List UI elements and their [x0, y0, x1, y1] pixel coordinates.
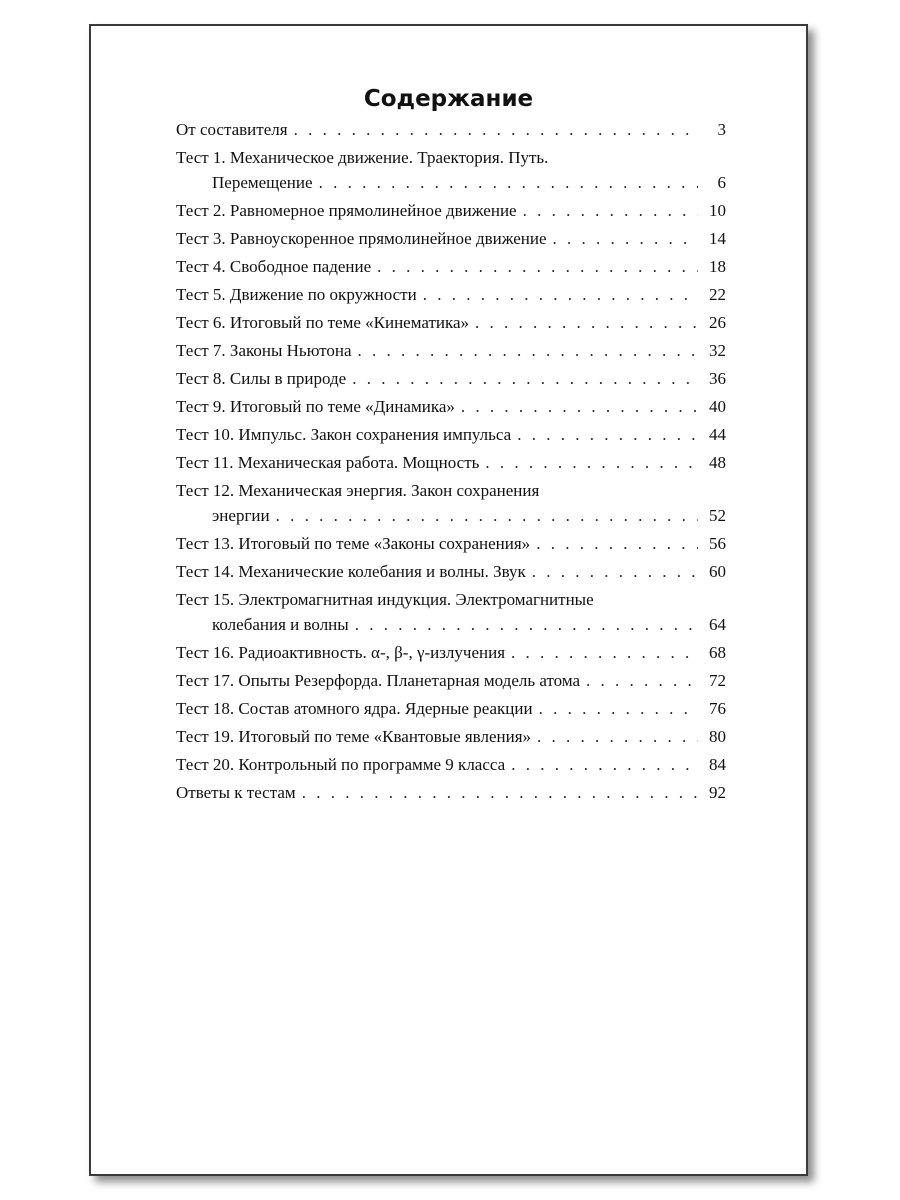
toc-page-number: 26: [709, 313, 726, 332]
toc-entry-line: [176, 453, 726, 472]
toc-entry: [176, 727, 726, 746]
toc-page-number: 64: [709, 615, 726, 634]
toc-page-number: 80: [709, 727, 726, 746]
toc-entry: [176, 341, 726, 360]
toc-entry-label: Тест 10. Импульс. Закон сохранения импульса: [176, 425, 512, 444]
toc-entry: [176, 562, 726, 581]
toc-entry-line: [176, 506, 726, 525]
toc-entry: [176, 120, 726, 139]
toc-page-number: 60: [709, 562, 726, 581]
toc-entry-label: Тест 16. Радиоактивность. α-, β-, γ-излучения: [176, 643, 506, 662]
toc-entry: [176, 534, 726, 553]
dot-leader: [485, 453, 698, 472]
toc-entry-line: [176, 671, 726, 690]
toc-entry-line: [176, 229, 726, 248]
dot-leader: [586, 671, 698, 690]
toc-entry-title-line: Тест 12. Механическая энергия. Закон сохранения: [176, 481, 540, 500]
toc-entry-label: Тест 20. Контрольный по программе 9 класса: [176, 755, 506, 774]
page-title: Содержание: [363, 86, 534, 112]
toc-entry: [176, 783, 726, 802]
toc-page-number: 40: [709, 397, 726, 416]
toc-entry-label: Тест 13. Итоговый по теме «Законы сохранения»: [176, 534, 531, 553]
toc-entry-label: энергии: [212, 506, 270, 525]
toc-entry-label: Тест 11. Механическая работа. Мощность: [176, 453, 480, 472]
toc-entry-title-line: Тест 15. Электромагнитная индукция. Электромагнитные: [176, 590, 594, 609]
toc-entry-label: Тест 2. Равномерное прямолинейное движение: [176, 201, 517, 220]
toc-entry-line: [176, 643, 726, 662]
toc-entry-line: [176, 534, 726, 553]
toc-entry-label: Тест 7. Законы Ньютона: [176, 341, 352, 360]
toc-page-number: 14: [709, 229, 726, 248]
toc-entry-label: Тест 19. Итоговый по теме «Квантовые явления»: [176, 727, 532, 746]
book-page: [89, 24, 808, 1176]
toc-entry: [176, 313, 726, 332]
toc-entry: [176, 201, 726, 220]
toc-entry-line: [176, 562, 726, 581]
toc-entry: [176, 285, 726, 304]
toc-entry: [176, 590, 726, 634]
dot-leader: [377, 257, 698, 276]
dot-leader: [553, 229, 698, 248]
toc-entry: [176, 643, 726, 662]
toc-entry-title-line: Тест 1. Механическое движение. Траектория. Путь.: [176, 148, 549, 167]
toc-entry: [176, 699, 726, 718]
toc-entry: [176, 671, 726, 690]
toc-entry: [176, 229, 726, 248]
toc-entry: [176, 397, 726, 416]
toc-entry-label: Тест 5. Движение по окружности: [176, 285, 417, 304]
dot-leader: [517, 425, 698, 444]
toc-entry-line: [176, 173, 726, 192]
toc-entry-label: Тест 6. Итоговый по теме «Кинематика»: [176, 313, 470, 332]
toc-entry: [176, 148, 726, 192]
toc-entry: [176, 369, 726, 388]
dot-leader: [475, 313, 698, 332]
table-of-contents: [176, 120, 726, 811]
toc-entry-line: [176, 783, 726, 802]
toc-entry-line: [176, 313, 726, 332]
toc-entry-line: [176, 727, 726, 746]
dot-leader: [537, 727, 698, 746]
toc-entry-label: Тест 18. Состав атомного ядра. Ядерные реакции: [176, 699, 533, 718]
dot-leader: [276, 506, 698, 525]
toc-entry-line: [176, 120, 726, 139]
toc-entry: [176, 425, 726, 444]
toc-page-number: 52: [709, 506, 726, 525]
toc-page-number: 22: [709, 285, 726, 304]
dot-leader: [536, 534, 698, 553]
toc-entry-line: [176, 755, 726, 774]
dot-leader: [511, 755, 698, 774]
toc-entry-line: [176, 257, 726, 276]
toc-entry-label: Тест 9. Итоговый по теме «Динамика»: [176, 397, 455, 416]
dot-leader: [319, 173, 698, 192]
dot-leader: [358, 341, 698, 360]
dot-leader: [302, 783, 698, 802]
dot-leader: [523, 201, 698, 220]
toc-page-number: 32: [709, 341, 726, 360]
toc-entry: [176, 453, 726, 472]
toc-entry-line: [176, 615, 726, 634]
toc-entry: [176, 257, 726, 276]
toc-page-number: 44: [709, 425, 726, 444]
toc-entry-line: [176, 397, 726, 416]
dot-leader: [352, 369, 698, 388]
toc-page-number: 68: [709, 643, 726, 662]
toc-entry-label: Тест 14. Механические колебания и волны. Звук: [176, 562, 526, 581]
toc-page-number: 92: [709, 783, 726, 802]
toc-entry-label: Тест 8. Силы в природе: [176, 369, 347, 388]
dot-leader: [423, 285, 698, 304]
toc-entry-line: [176, 425, 726, 444]
toc-entry-label: Тест 4. Свободное падение: [176, 257, 372, 276]
toc-page-number: 84: [709, 755, 726, 774]
dot-leader: [511, 643, 698, 662]
toc-entry-label: колебания и волны: [212, 615, 349, 634]
toc-entry-line: [176, 201, 726, 220]
toc-page-number: 18: [709, 257, 726, 276]
toc-entry: [176, 481, 726, 525]
toc-page-number: 76: [709, 699, 726, 718]
dot-leader: [539, 699, 698, 718]
toc-page-number: 56: [709, 534, 726, 553]
toc-entry-label: Тест 17. Опыты Резерфорда. Планетарная модель атома: [176, 671, 581, 690]
toc-entry-line: [176, 285, 726, 304]
toc-entry-label: Ответы к тестам: [176, 783, 296, 802]
dot-leader: [532, 562, 698, 581]
toc-entry: [176, 755, 726, 774]
toc-page-number: 10: [709, 201, 726, 220]
toc-entry-line: [176, 699, 726, 718]
toc-page-number: 3: [717, 120, 726, 139]
toc-entry-label: Тест 3. Равноускоренное прямолинейное движение: [176, 229, 547, 248]
dot-leader: [355, 615, 698, 634]
dot-leader: [294, 120, 698, 139]
dot-leader: [461, 397, 698, 416]
toc-page-number: 48: [709, 453, 726, 472]
toc-entry-line: [176, 341, 726, 360]
toc-page-number: 36: [709, 369, 726, 388]
toc-entry-label: Перемещение: [212, 173, 313, 192]
toc-entry-line: [176, 369, 726, 388]
toc-page-number: 6: [717, 173, 726, 192]
toc-page-number: 72: [709, 671, 726, 690]
toc-entry-label: От составителя: [176, 120, 288, 139]
